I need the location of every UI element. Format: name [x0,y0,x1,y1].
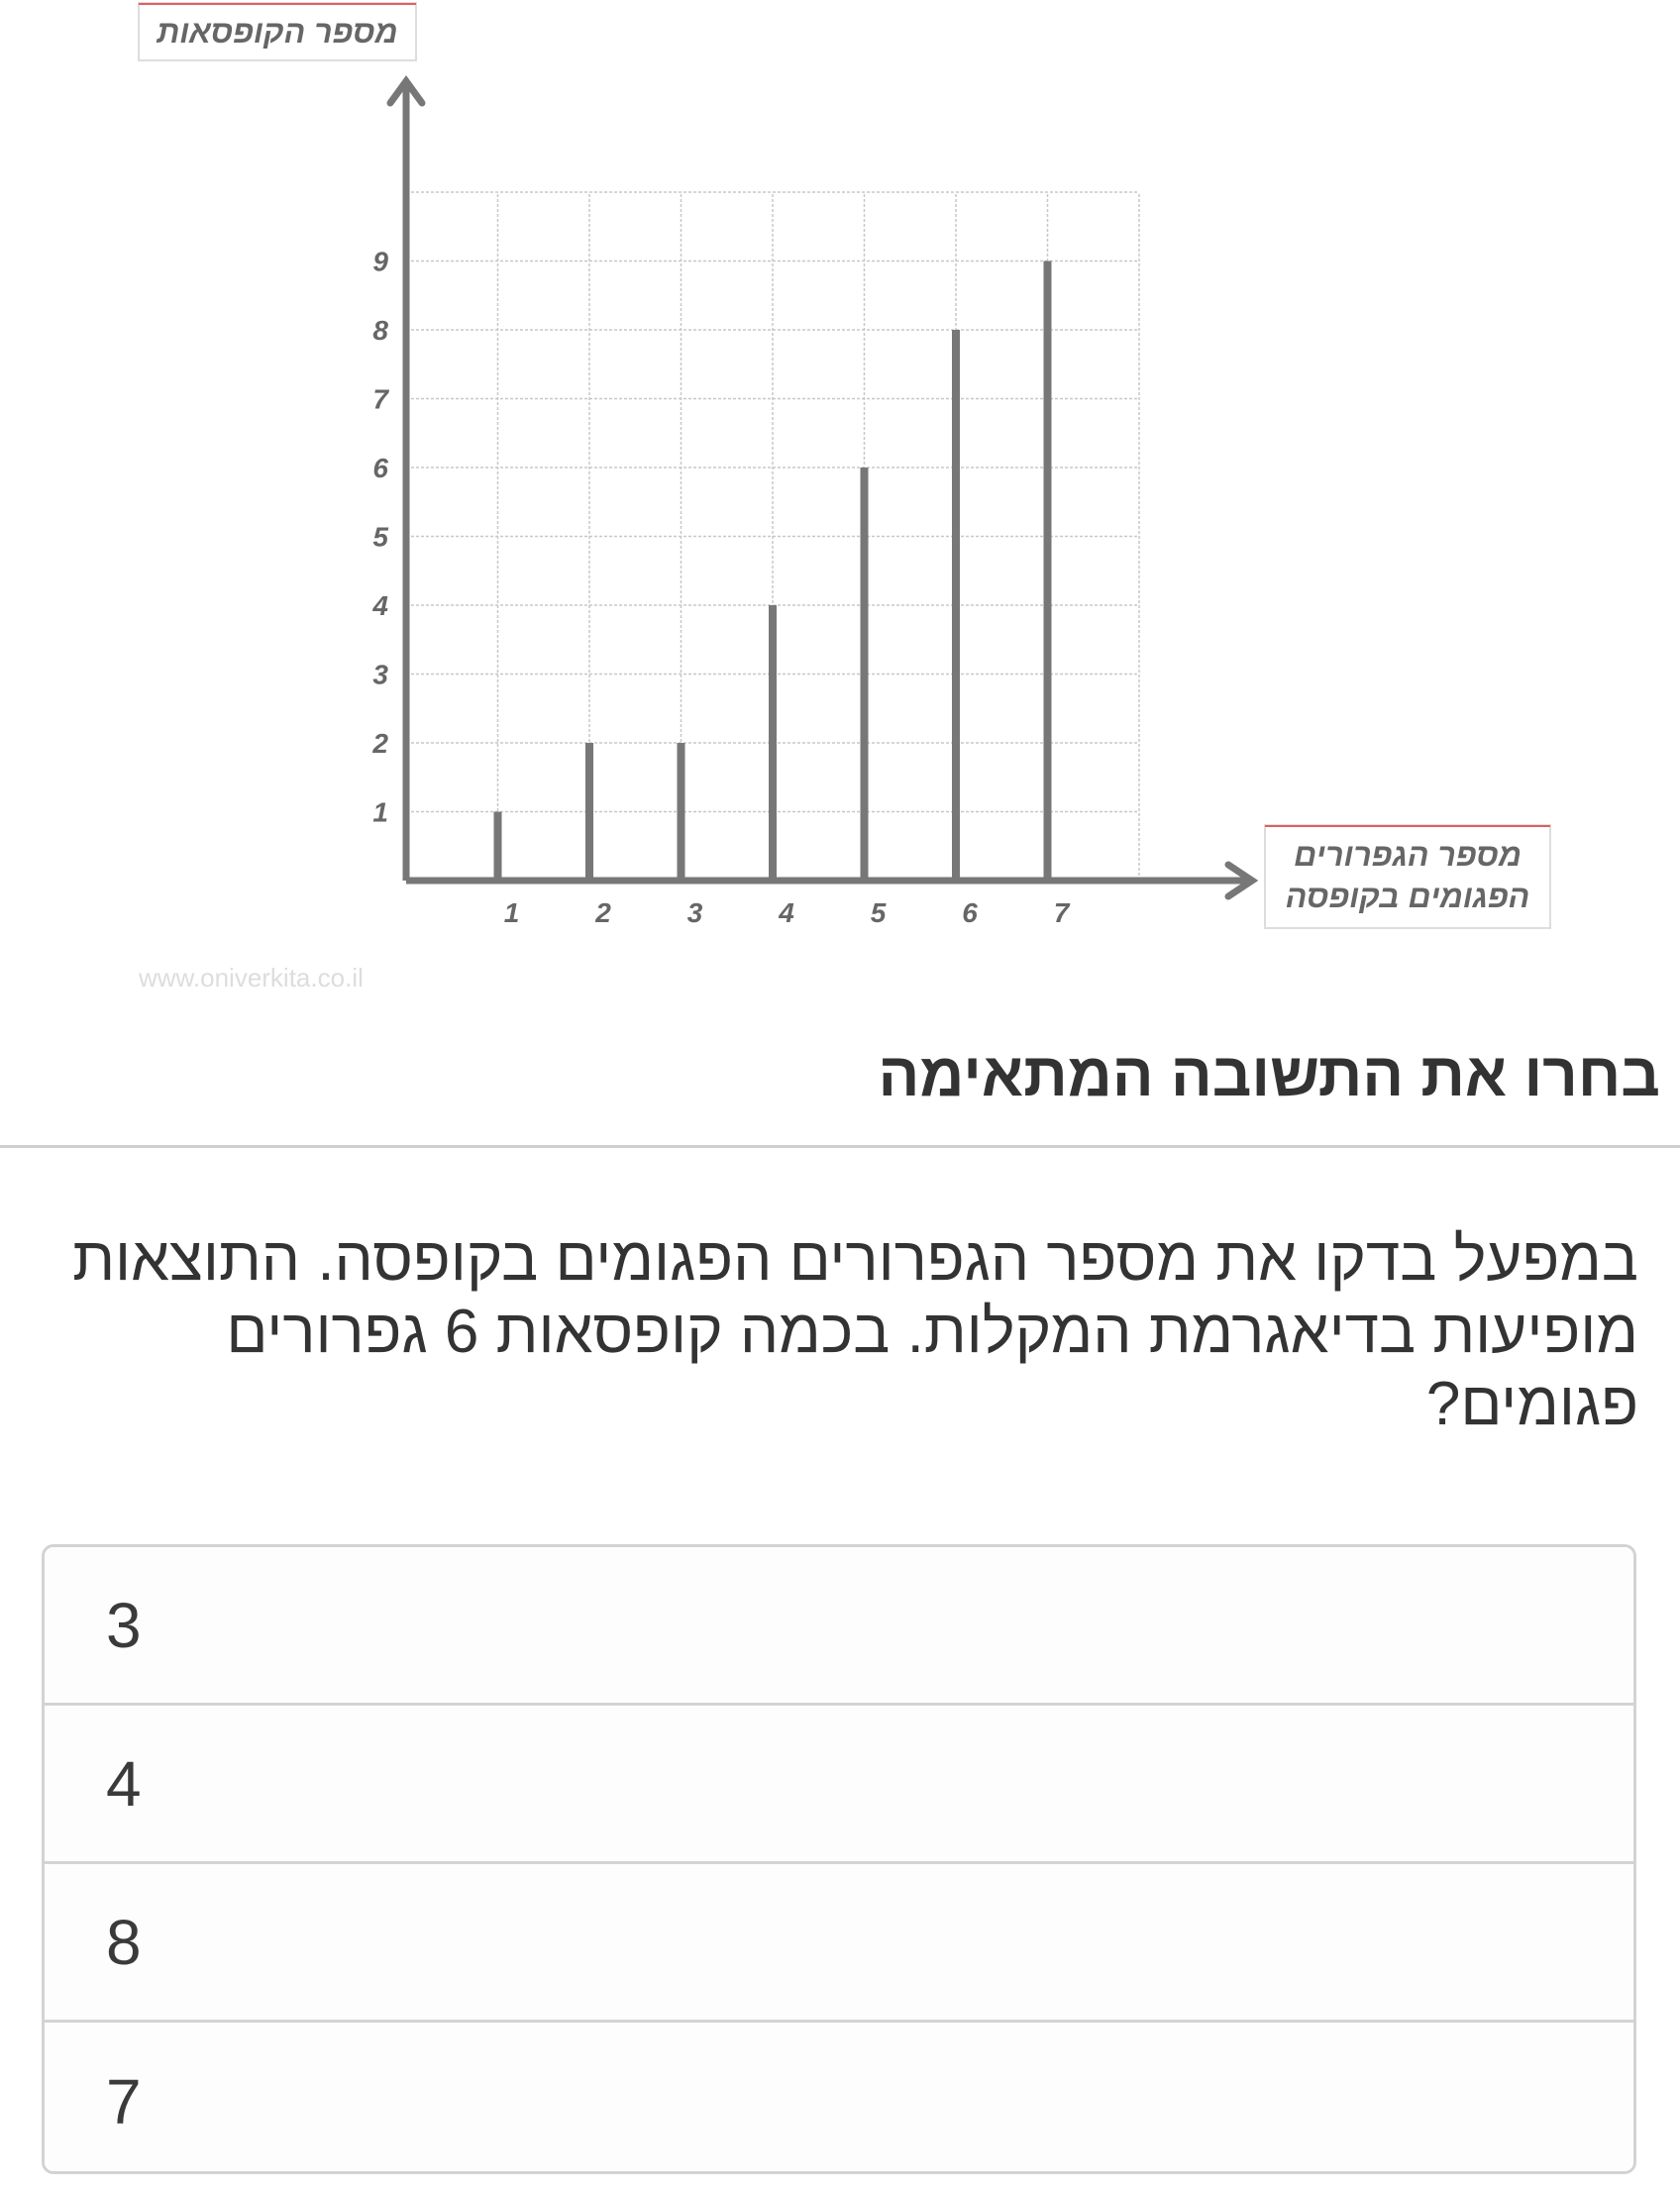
y-tick-label: 3 [372,659,388,690]
answer-option-4[interactable] [45,2023,1633,2174]
answer-list [42,1544,1636,2174]
y-tick-label: 2 [372,728,388,759]
y-tick-label: 4 [372,590,388,621]
answer-option-label: 4 [106,1747,142,1820]
x-tick-label: 4 [779,897,794,928]
answer-option-label: 8 [106,1906,142,1978]
y-axis-label: מספר הקופסאות [157,14,398,50]
watermark: www.oniverkita.co.il [139,963,364,992]
x-tick-label: 6 [962,897,978,928]
x-axis-label-line: הפגומים בקופסה [1285,879,1530,914]
y-tick-label: 5 [372,521,388,553]
y-tick-label: 1 [372,796,388,828]
x-axis-label-line: מספר הגפרורים [1294,837,1522,873]
answer-option-label: 3 [106,1589,142,1661]
y-tick-label: 6 [372,453,388,483]
y-tick-label: 8 [372,315,388,346]
page-heading: בחרו את התשובה המתאימה [878,1041,1660,1109]
answer-option-2[interactable] [45,1706,1633,1864]
stick-diagram [0,0,1680,1000]
answer-option-3[interactable] [45,1864,1633,2023]
x-tick-label: 5 [870,897,887,928]
x-tick-label: 2 [595,897,611,928]
answer-option-1[interactable] [45,1547,1633,1706]
chart-svg [0,0,1680,1000]
answer-option-label: 7 [106,2066,142,2138]
x-tick-label: 7 [1053,897,1070,928]
x-tick-label: 1 [503,897,520,928]
x-tick-label: 3 [686,897,703,928]
y-tick-label: 7 [372,383,388,415]
y-tick-label: 9 [372,246,388,277]
question-text: במפעל בדקו את מספר הגפרורים הפגומים בקופסה. התוצאות מופיעות בדיאגרמת המקלות. בכמה קופסאות 6 גפרורים פגומים? [72,1225,1638,1438]
heading-divider [0,1145,1680,1148]
